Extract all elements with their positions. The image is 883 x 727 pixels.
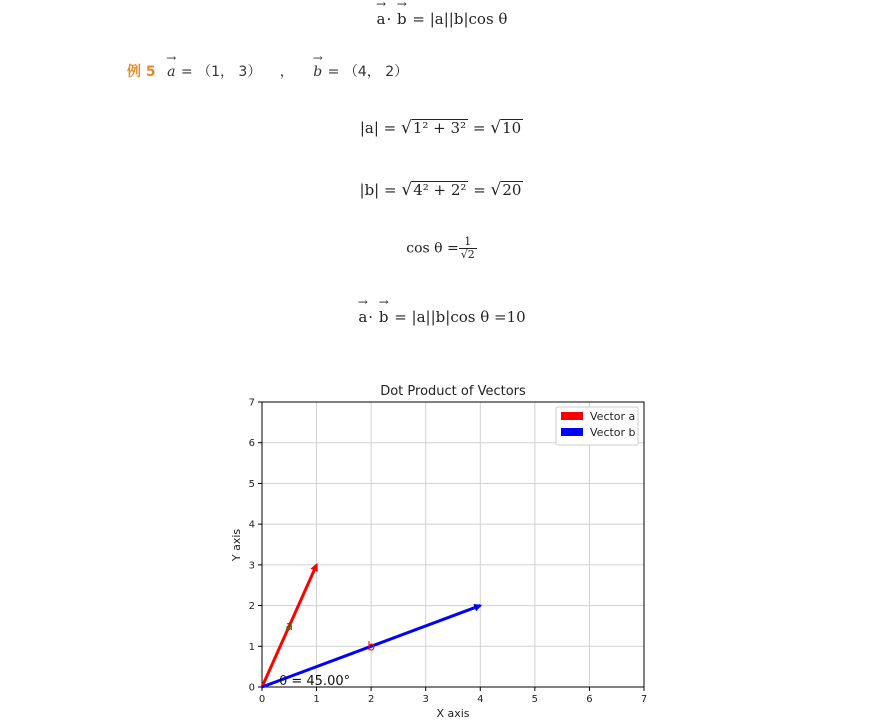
- cosine-fraction: [459, 236, 477, 261]
- equals-sign: =: [473, 181, 486, 199]
- cosine-numerator: 1: [459, 236, 477, 249]
- y-tick-label: 4: [248, 519, 255, 531]
- dot-product-formula: → a· → b = |a||b|cos θ: [0, 10, 883, 28]
- angle-annotation: θ = 45.00°: [279, 673, 351, 689]
- formula-rhs: = |a||b|cos θ: [412, 10, 508, 28]
- x-tick-label: 6: [586, 694, 593, 705]
- y-tick-label: 2: [248, 601, 255, 613]
- vector-label-b: b: [367, 639, 375, 654]
- cosine-equation: [0, 236, 883, 261]
- legend-label-a: Vector a: [590, 410, 636, 423]
- y-tick-label: 0: [248, 682, 255, 694]
- magnitude-a-lhs: |a| =: [359, 119, 397, 137]
- y-tick-label: 7: [248, 397, 255, 409]
- magnitude-a-result: 10: [502, 119, 522, 137]
- example-statement: [127, 61, 408, 81]
- dot-product-result: → a· → b = |a||b|cos θ =10: [0, 308, 883, 326]
- vector-b-symbol: → b: [378, 308, 390, 326]
- magnitude-b-equation: |b| = √4² + 2² = √20: [359, 180, 522, 200]
- x-tick-label: 4: [477, 694, 484, 705]
- result-rhs: = |a||b|cos θ =10: [394, 308, 526, 326]
- chart-title: Dot Product of Vectors: [380, 384, 526, 399]
- x-axis-label: X axis: [436, 707, 470, 720]
- example-b-value: = （4， 2）: [327, 64, 409, 80]
- x-tick-label: 0: [258, 694, 266, 705]
- example-vector-a: → a: [166, 64, 176, 80]
- vector-b-symbol: → b: [396, 10, 408, 28]
- vector-label-a: a: [285, 618, 293, 633]
- magnitude-b-result: 20: [502, 181, 522, 199]
- dot-product-chart: [225, 380, 665, 725]
- x-tick-label: 1: [313, 694, 320, 705]
- equals-sign: =: [472, 119, 486, 137]
- legend-swatch-a: [561, 412, 583, 420]
- y-tick-label: 6: [248, 438, 255, 450]
- cosine-denominator: √2: [460, 248, 475, 261]
- chart-legend: [556, 407, 638, 445]
- magnitude-b-radicand: 4² + 2²: [413, 181, 467, 199]
- example-vector-b: → b: [312, 64, 323, 80]
- x-tick-label: 3: [422, 694, 429, 705]
- vector-a-symbol: → a: [376, 10, 387, 28]
- y-tick-label: 5: [248, 478, 255, 490]
- legend-swatch-b: [561, 428, 583, 436]
- magnitude-a-equation: |a| = √1² + 3² = √10: [359, 118, 522, 138]
- example-a-value: = （1， 3）: [180, 64, 262, 80]
- example-tag: 例 5: [127, 64, 156, 80]
- y-tick-label: 3: [248, 560, 255, 572]
- vector-a-symbol: → a: [357, 308, 368, 326]
- magnitude-b-lhs: |b| =: [359, 181, 397, 199]
- example-separator: ，: [279, 64, 294, 80]
- y-tick-label: 1: [248, 641, 255, 653]
- cosine-lhs: cos θ =: [406, 240, 459, 257]
- legend-label-b: Vector b: [590, 426, 636, 439]
- y-axis-label: Y axis: [230, 528, 243, 562]
- x-tick-label: 5: [531, 694, 539, 705]
- magnitude-a-radicand: 1² + 3²: [412, 119, 467, 137]
- x-tick-label: 2: [367, 694, 375, 705]
- x-tick-label: 7: [640, 694, 648, 705]
